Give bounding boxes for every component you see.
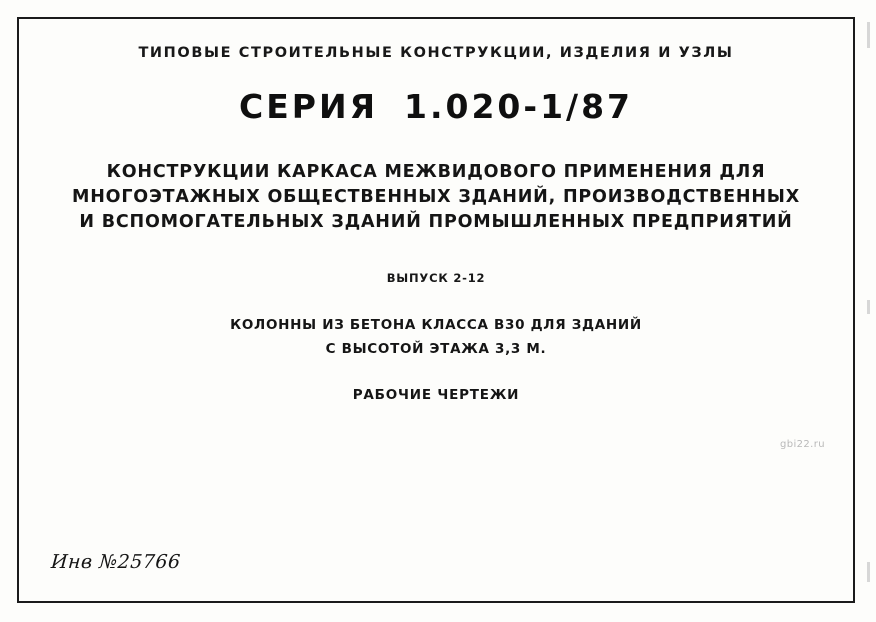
purpose-line-1: КОЛОННЫ ИЗ БЕТОНА КЛАССА В30 ДЛЯ ЗДАНИЙ bbox=[230, 317, 642, 333]
document-category-line: ТИПОВЫЕ СТРОИТЕЛЬНЫЕ КОНСТРУКЦИИ, ИЗДЕЛИЯ И УЗЛЫ bbox=[138, 45, 734, 61]
watermark-text: gbi22.ru bbox=[779, 439, 825, 450]
series-number: 1.020-1/87 bbox=[403, 87, 633, 126]
scan-edge-mark bbox=[867, 300, 870, 314]
purpose-line-2: С ВЫСОТОЙ ЭТАЖА 3,3 М. bbox=[325, 341, 547, 357]
subject-line-1: КОНСТРУКЦИИ КАРКАСА МЕЖВИДОВОГО ПРИМЕНЕНИЯ ДЛЯ bbox=[106, 162, 766, 182]
sheet-border-frame bbox=[17, 17, 855, 603]
series-label: СЕРИЯ bbox=[239, 87, 378, 126]
title-sheet-content bbox=[19, 19, 853, 601]
issue-number: ВЫПУСК 2-12 bbox=[386, 271, 486, 285]
subject-line-2: МНОГОЭТАЖНЫХ ОБЩЕСТВЕННЫХ ЗДАНИЙ, ПРОИЗВОДСТВЕННЫХ bbox=[72, 187, 800, 207]
subject-block bbox=[19, 160, 853, 235]
title-block bbox=[19, 45, 853, 403]
series-heading bbox=[19, 87, 853, 126]
inventory-number: Инв №25766 bbox=[50, 551, 182, 573]
subject-line-3: И ВСПОМОГАТЕЛЬНЫХ ЗДАНИЙ ПРОМЫШЛЕННЫХ ПРЕДПРИЯТИЙ bbox=[79, 212, 793, 232]
purpose-block bbox=[19, 313, 853, 361]
scan-edge-mark bbox=[867, 562, 870, 582]
document-kind: РАБОЧИЕ ЧЕРТЕЖИ bbox=[352, 387, 520, 403]
scan-edge-mark bbox=[867, 22, 870, 48]
